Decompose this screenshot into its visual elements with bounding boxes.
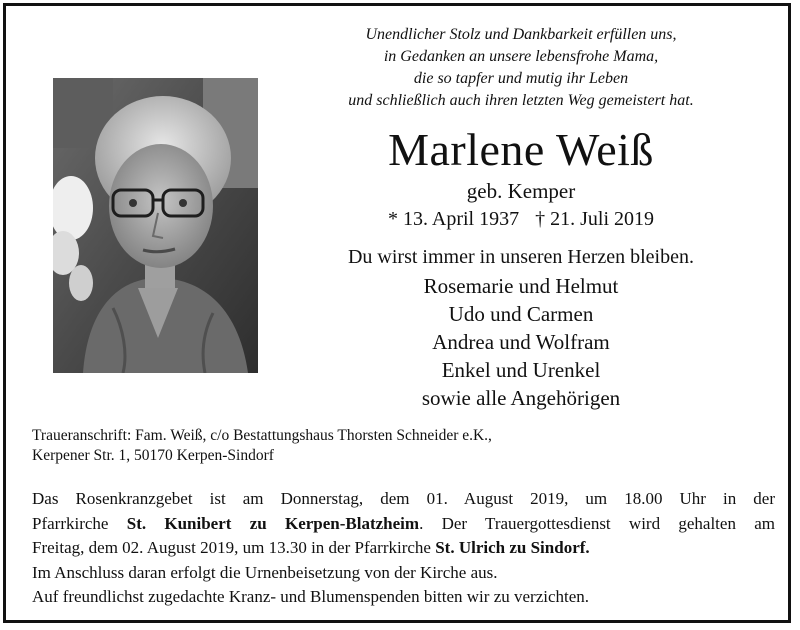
portrait-image [53,78,258,373]
mourner: Udo und Carmen [448,302,594,326]
mourning-address [32,426,772,466]
portrait-photo [53,78,258,373]
address-line: Kerpener Str. 1, 50170 Kerpen-Sindorf [32,447,274,464]
life-dates [306,206,736,232]
quote-line: in Gedanken an unsere lebensfrohe Mama, [383,48,659,65]
quote-line: die so tapfer und mutig ihr Leben [413,70,629,87]
church-name: St. Ulrich zu Sindorf. [435,538,590,557]
mourners-list [306,272,736,412]
service-text: Pfarrkirche [32,513,127,533]
quote-line: und schließlich auch ihren letzten Weg gemeistert hat. [348,92,694,109]
service-text: Freitag, dem 02. August 2019, um 13.30 in der Pfarrkirche [32,538,436,557]
deceased-name: Marlene Weiß [388,124,654,175]
mourner: Rosemarie und Helmut [423,274,619,298]
obituary-notice [3,3,791,623]
mourner: sowie alle Angehörigen [421,386,621,410]
service-line [32,536,775,561]
quote-line: Unendlicher Stolz und Dankbarkeit erfüllen uns, [365,26,677,43]
service-details [32,487,775,610]
address-line: Traueranschrift: Fam. Weiß, c/o Bestattungshaus Thorsten Schneider e.K., [32,427,492,444]
memorial-motto: Du wirst immer in unseren Herzen bleiben. [347,246,694,268]
memorial-quote [306,24,736,112]
birth-date: * 13. April 1937 [387,208,520,230]
service-line [32,512,775,537]
service-text: . Der Trauergottesdienst wird gehalten am [419,513,775,533]
donation-note: Auf freundlichst zugedachte Kranz- und Blumenspenden bitten wir zu verzichten. [32,587,590,606]
mourner: Andrea und Wolfram [432,330,610,354]
death-date: † 21. Juli 2019 [535,208,655,230]
service-line: Das Rosenkranzgebet ist am Donnerstag, dem 01. August 2019, um 18.00 Uhr in der [32,489,775,508]
burial-note: Im Anschluss daran erfolgt die Urnenbeisetzung von der Kirche aus. [32,562,498,582]
church-name: St. Kunibert zu Kerpen-Blatzheim [126,513,420,533]
mourner: Enkel und Urenkel [441,358,601,382]
maiden-name: geb. Kemper [466,179,576,203]
